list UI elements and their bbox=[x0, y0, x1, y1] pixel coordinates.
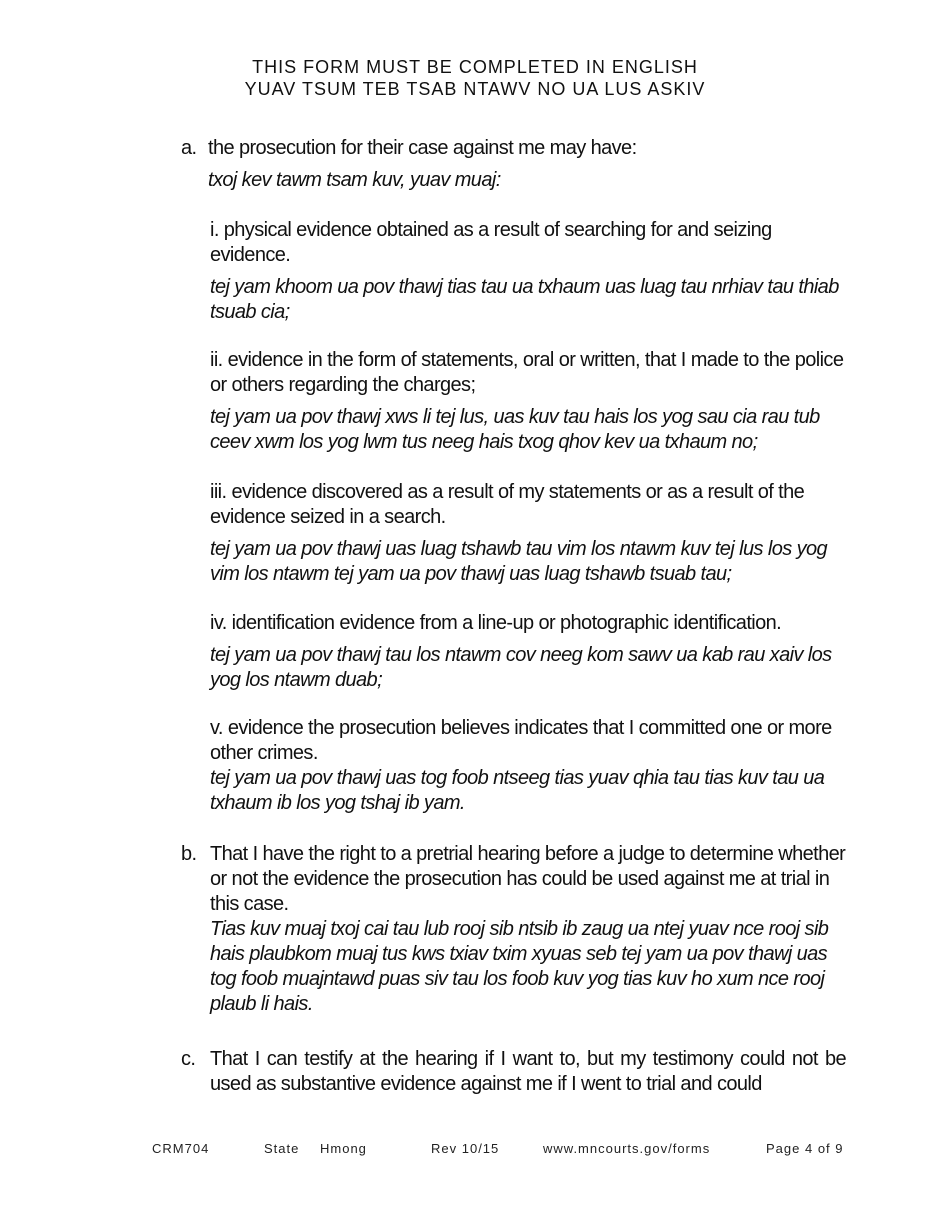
subitem-ii-english: ii. evidence in the form of statements, oral or written, that I made to the police or others regarding the charges; bbox=[210, 349, 844, 396]
item-a-letter: a. bbox=[181, 137, 197, 159]
subitem-v-english: v. evidence the prosecution believes indicates that I committed one or more other crimes. bbox=[210, 717, 832, 764]
footer-revision: Rev 10/15 bbox=[431, 1141, 500, 1156]
item-b-english: That I have the right to a pretrial hearing before a judge to determine whether or not the evidence the prosecution has could be used against me at trial in this case. bbox=[210, 843, 846, 915]
item-b-letter: b. bbox=[181, 843, 197, 865]
footer-state: State bbox=[264, 1141, 300, 1156]
subitem-i-hmong: tej yam khoom ua pov thawj tias tau ua txhaum uas luag tau nrhiav tau thiab tsuab cia; bbox=[210, 276, 839, 323]
header-line-english: THIS FORM MUST BE COMPLETED IN ENGLISH bbox=[252, 57, 698, 77]
item-b-hmong: Tias kuv muaj txoj cai tau lub rooj sib ntsib ib zaug ua ntej yuav nce rooj sib hais plaubkom muaj tus kws txiav txim xyuas seb tej yam ua pov thawj uas tog foob muajntawd puas siv tau los foob kuv yog tias kuv ho xum nce rooj plaub li hais. bbox=[210, 918, 829, 1015]
subitem-iii bbox=[210, 480, 846, 587]
item-b bbox=[210, 842, 846, 1017]
form-header bbox=[0, 56, 950, 100]
item-c-english: That I can testify at the hearing if I want to, but my testimony could not be used as substantive evidence against me if I went to trial and could bbox=[210, 1048, 846, 1095]
item-c-letter: c. bbox=[181, 1048, 196, 1070]
subitem-iii-hmong: tej yam ua pov thawj uas luag tshawb tau vim los ntawm kuv tej lus los yog vim los ntawm tej yam ua pov thawj uas luag tshawb tsuab tau; bbox=[210, 538, 828, 585]
item-c bbox=[210, 1047, 846, 1097]
subitem-iii-english: iii. evidence discovered as a result of my statements or as a result of the evidence seized in a search. bbox=[210, 481, 805, 528]
footer-website[interactable]: www.mncourts.gov/forms bbox=[543, 1141, 711, 1156]
subitem-ii-hmong: tej yam ua pov thawj xws li tej lus, uas kuv tau hais los yog sau cia rau tub ceev xwm los yog lwm tus neeg hais txog qhov kev ua txhaum no; bbox=[210, 406, 820, 453]
footer-page-number: Page 4 of 9 bbox=[766, 1141, 844, 1156]
subitem-ii bbox=[210, 348, 846, 455]
footer-language: Hmong bbox=[320, 1141, 367, 1156]
item-a-text-hmong: txoj kev tawm tsam kuv, yuav muaj: bbox=[208, 169, 501, 191]
subitem-i bbox=[210, 218, 846, 325]
subitem-v bbox=[210, 716, 846, 816]
subitem-iv-hmong: tej yam ua pov thawj tau los ntawm cov neeg kom sawv ua kab rau xaiv los yog los ntawm duab; bbox=[210, 644, 832, 691]
subitem-iv-english: iv. identification evidence from a line-up or photographic identification. bbox=[210, 612, 782, 634]
item-a-text: the prosecution for their case against me may have: bbox=[208, 137, 637, 159]
subitem-i-english: i. physical evidence obtained as a result of searching for and seizing evidence. bbox=[210, 219, 772, 266]
page-footer bbox=[0, 1141, 950, 1161]
subitem-iv bbox=[210, 611, 846, 693]
footer-form-number: CRM704 bbox=[152, 1141, 210, 1156]
header-line-hmong: YUAV TSUM TEB TSAB NTAWV NO UA LUS ASKIV bbox=[244, 79, 706, 99]
subitem-v-hmong: tej yam ua pov thawj uas tog foob ntseeg tias yuav qhia tau tias kuv tau ua txhaum ib los yog tshaj ib yam. bbox=[210, 767, 825, 814]
